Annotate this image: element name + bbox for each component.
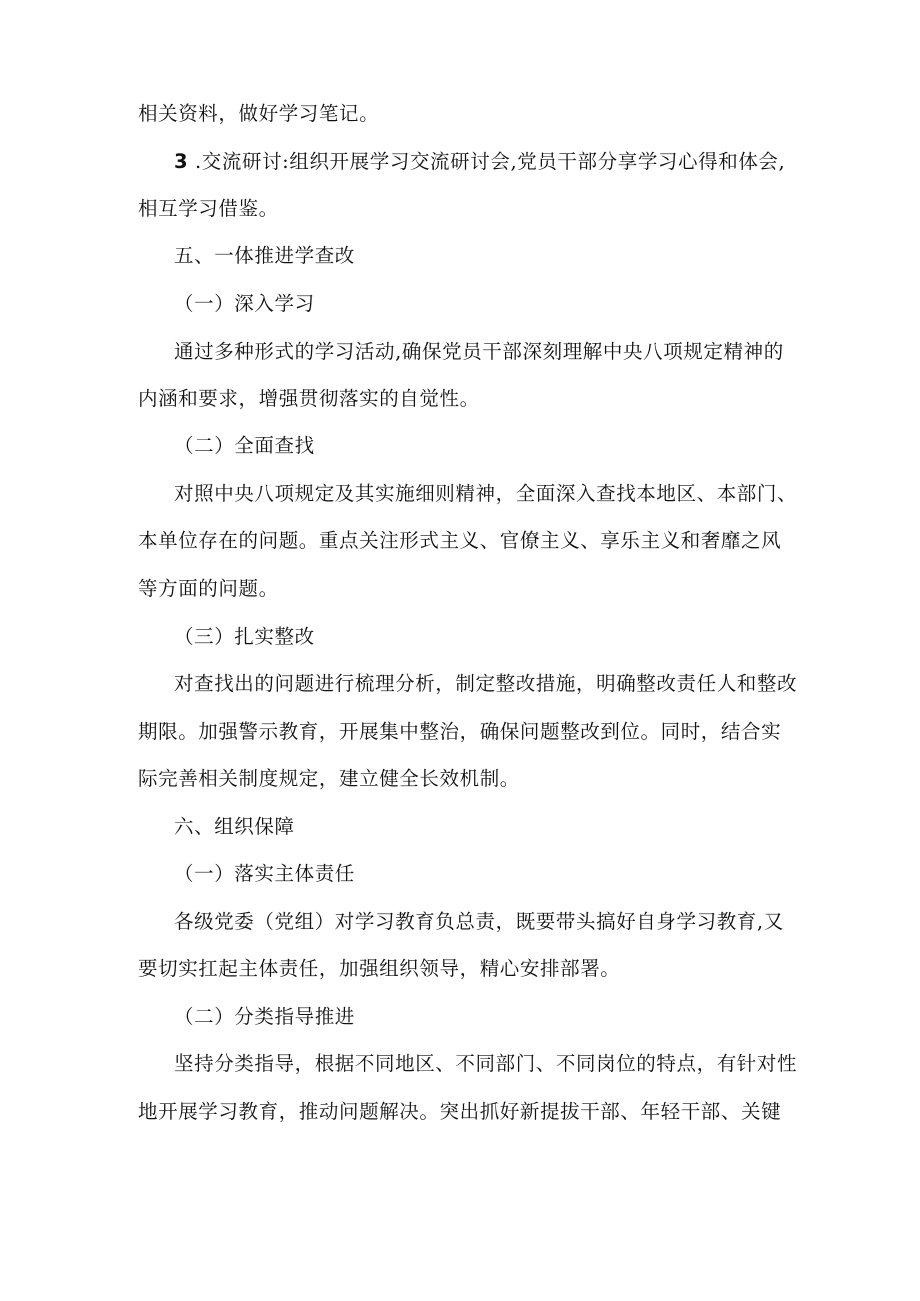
subsection-heading: （二）分类指导推进 — [174, 1005, 355, 1028]
text-line: 相关资料，做好学习笔记。 — [138, 102, 380, 125]
text-line: 要切实扛起主体责任，加强组织领导，精心安排部署。 — [138, 957, 621, 980]
text-line: 对照中央八项规定及其实施细则精神，全面深入查找本地区、本部门、 — [174, 482, 798, 505]
section-heading: 六、组织保障 — [174, 815, 295, 838]
text-line: 坚持分类指导，根据不同地区、不同部门、不同岗位的特点，有针对性 — [174, 1052, 798, 1075]
subsection-heading: （一）落实主体责任 — [174, 862, 355, 885]
text-line: 通过多种形式的学习活动,确保党员干部深刻理解中央八项规定精神的 — [174, 340, 784, 363]
text-line: 地开展学习教育，推动问题解决。突出抓好新提拔干部、年轻干部、关键 — [138, 1100, 782, 1123]
list-item-3 — [174, 149, 785, 175]
text-line: 际完善相关制度规定，建立健全长效机制。 — [138, 767, 520, 790]
text-line: 对查找出的问题进行梳理分析，制定整改措施，明确整改责任人和整改 — [174, 672, 798, 695]
text-line: 内涵和要求，增强贯彻落实的自觉性。 — [138, 387, 480, 410]
text-line: 本单位存在的问题。重点关注形式主义、官僚主义、享乐主义和奢靡之风 — [138, 529, 782, 552]
text-line: 等方面的问题。 — [138, 577, 279, 600]
section-heading: 五、一体推进学查改 — [174, 244, 355, 267]
list-number: 3 — [174, 150, 189, 173]
subsection-heading: （一）深入学习 — [174, 292, 315, 315]
list-item-text: .交流研讨:组织开展学习交流研讨会,党员干部分享学习心得和体会, — [188, 150, 786, 173]
text-line: 相互学习借鉴。 — [138, 197, 279, 220]
text-line: 期限。加强警示教育，开展集中整治，确保问题整改到位。同时，结合实 — [138, 720, 782, 743]
subsection-heading: （二）全面查找 — [174, 434, 315, 457]
text-line: 各级党委（党组）对学习教育负总责，既要带头搞好自身学习教育,又 — [174, 910, 784, 933]
subsection-heading: （三）扎实整改 — [174, 625, 315, 648]
